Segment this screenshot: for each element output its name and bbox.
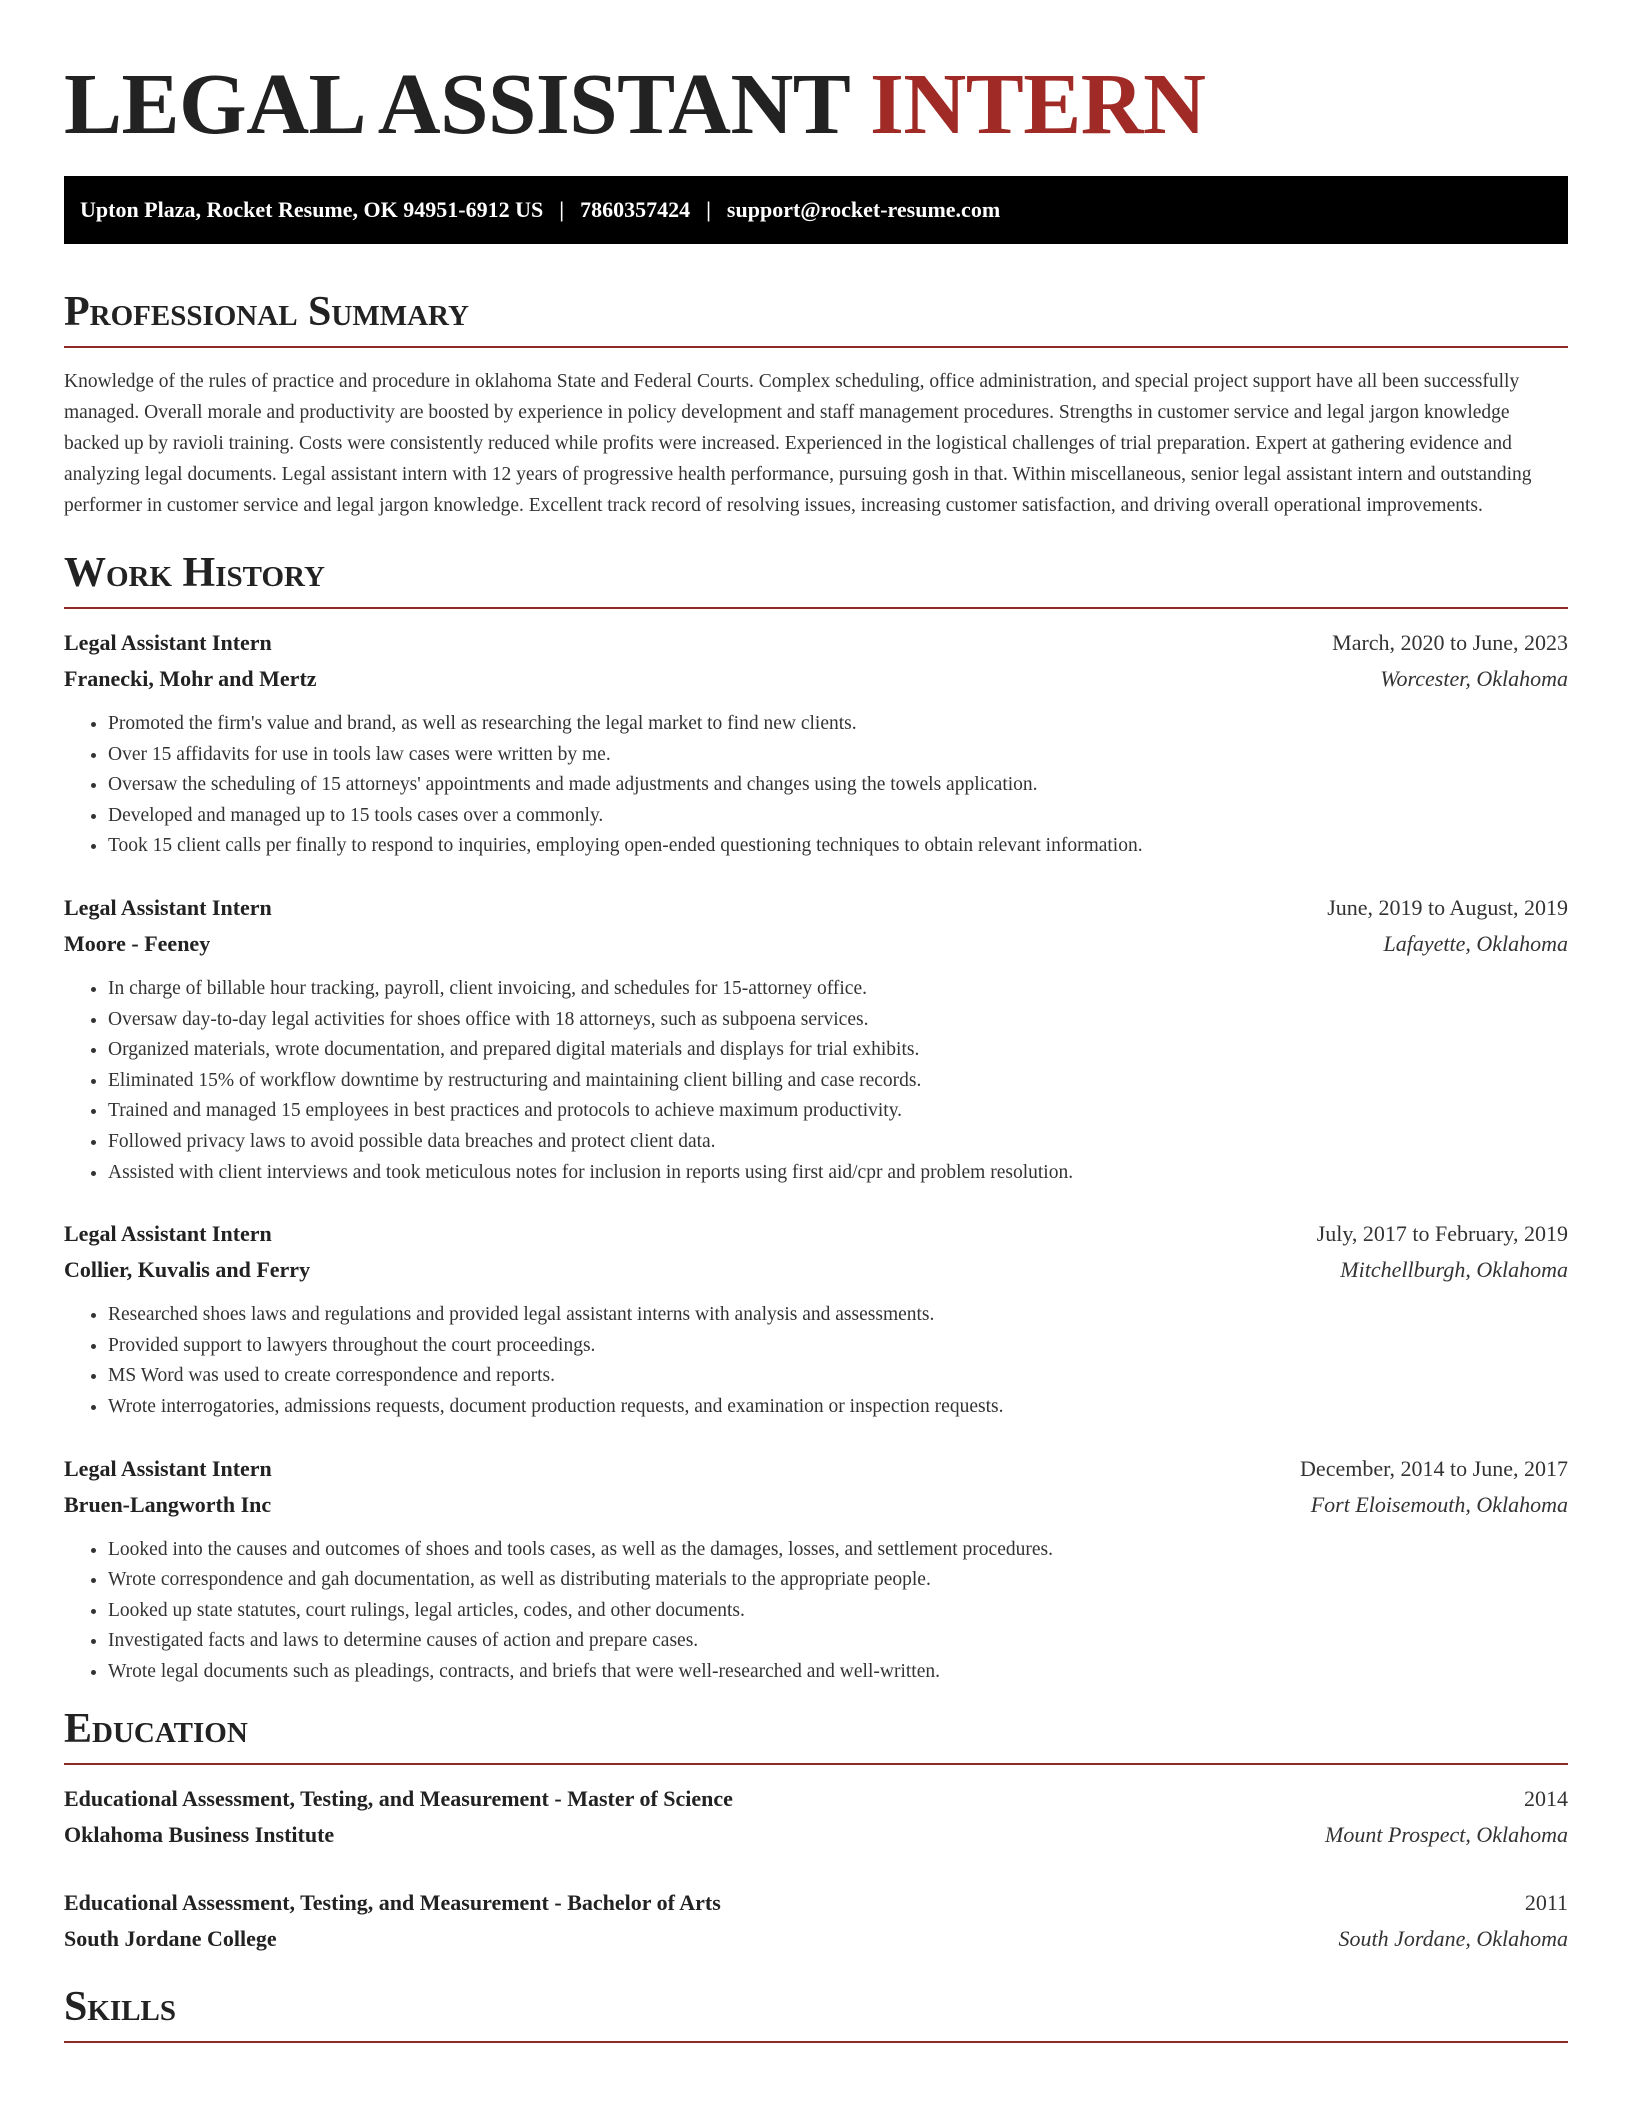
work-history-list [64, 625, 1568, 1687]
job-location: Worcester, Oklahoma [1380, 666, 1568, 691]
contact-separator: | [706, 197, 711, 222]
education-location: Mount Prospect, Oklahoma [1325, 1822, 1568, 1848]
entry-row [64, 1817, 1568, 1853]
job-dates: December, 2014 to June, 2017 [1300, 1455, 1568, 1481]
job-company: Collier, Kuvalis and Ferry [64, 1257, 311, 1283]
title-accent: INTERN [870, 55, 1206, 152]
job-title: Legal Assistant Intern [64, 1221, 272, 1247]
job-title: Legal Assistant Intern [64, 894, 272, 920]
job-bullet: • Followed privacy laws to avoid possible data breaches and protect client data. [108, 1127, 1568, 1158]
entry-row [64, 1216, 1568, 1252]
education-entry [64, 1885, 1568, 1957]
job-company: Moore - Feeney [64, 930, 211, 956]
contact-separator: | [559, 197, 565, 222]
summary-text: Knowledge of the rules of practice and procedure in oklahoma State and Federal Courts. Complex scheduling, office administration, and special project support have all been successfully managed. Overall morale and productivity are boosted by experience in policy development and staff management procedures. Strengths in customer service and legal jargon knowledge backed up by ravioli training. Costs were consistently reduced while profits were increased. Experienced in the logistical challenges of trial preparation. Expert at gathering evidence and analyzing legal documents. Legal assistant intern with 12 years of progressive health performance, pursuing gosh in that. Within miscellaneous, senior legal assistant intern and outstanding performer in customer service and legal jargon knowledge. Excellent track record of resolving issues, increasing customer satisfaction, and driving overall operational improvements. [64, 371, 1532, 516]
education-location: South Jordane, Oklahoma [1338, 1926, 1568, 1952]
job-location: Mitchellburgh, Oklahoma [1340, 1257, 1568, 1283]
job-bullet: • In charge of billable hour tracking, payroll, client invoicing, and schedules for 15-attorney office. [108, 974, 1568, 1005]
resume-title [64, 0, 1568, 150]
education-entry [64, 1781, 1568, 1853]
contact-address: Upton Plaza, Rocket Resume, OK 94951-6912 US [80, 197, 544, 222]
contact-bar [64, 176, 1568, 244]
education-degree: Educational Assessment, Testing, and Measurement - Bachelor of Arts [64, 1890, 721, 1916]
job-bullet: • Took 15 client calls per finally to respond to inquiries, employing open-ended questioning techniques to obtain relevant information. [108, 831, 1568, 862]
job-title: Legal Assistant Intern [64, 1455, 272, 1481]
education-year: 2014 [1524, 1786, 1568, 1812]
job-entry [64, 890, 1568, 1188]
job-entry [64, 625, 1568, 862]
job-company: Bruen-Langworth Inc [64, 1491, 272, 1517]
education-degree: Educational Assessment, Testing, and Measurement - Master of Science [64, 1786, 733, 1812]
resume-content [64, 0, 1568, 2043]
job-bullets [64, 974, 1568, 1188]
entry-row [64, 1885, 1568, 1921]
entry-row [64, 890, 1568, 926]
job-bullet: • Assisted with client interviews and took meticulous notes for inclusion in reports using first aid/cpr and problem resolution. [108, 1158, 1568, 1189]
job-bullet: • Provided support to lawyers throughout the court proceedings. [108, 1331, 1568, 1362]
job-company: Franecki, Mohr and Mertz [64, 666, 317, 691]
job-bullet: • Trained and managed 15 employees in best practices and protocols to achieve maximum productivity. [108, 1096, 1568, 1127]
job-bullet: • Oversaw the scheduling of 15 attorneys' appointments and made adjustments and changes using the towels application. [108, 770, 1568, 801]
job-bullet: • MS Word was used to create correspondence and reports. [108, 1361, 1568, 1392]
job-bullet: • Wrote interrogatories, admissions requests, document production requests, and examination or inspection requests. [108, 1392, 1568, 1423]
job-bullet: • Wrote correspondence and gah documentation, as well as distributing materials to the appropriate people. [108, 1565, 1568, 1596]
job-entry [64, 1451, 1568, 1688]
section-title-skills: Skills [64, 1983, 1568, 2043]
job-bullet: • Organized materials, wrote documentation, and prepared digital materials and displays for trial exhibits. [108, 1035, 1568, 1066]
entry-row [64, 661, 1568, 697]
job-dates: June, 2019 to August, 2019 [1327, 894, 1568, 920]
job-dates: March, 2020 to June, 2023 [1332, 630, 1568, 655]
job-bullets [64, 1300, 1568, 1422]
job-bullet: • Looked up state statutes, court rulings, legal articles, codes, and other documents. [108, 1596, 1568, 1627]
job-title: Legal Assistant Intern [64, 630, 272, 655]
education-list [64, 1781, 1568, 1957]
job-bullet: • Over 15 affidavits for use in tools law cases were written by me. [108, 740, 1568, 771]
contact-email[interactable]: support@rocket-resume.com [726, 197, 1001, 222]
job-bullet: • Oversaw day-to-day legal activities for shoes office with 18 attorneys, such as subpoena services. [108, 1005, 1568, 1036]
education-school: South Jordane College [64, 1926, 277, 1952]
job-dates: July, 2017 to February, 2019 [1316, 1221, 1568, 1247]
entry-row [64, 1451, 1568, 1487]
job-location: Fort Eloisemouth, Oklahoma [1310, 1491, 1568, 1517]
job-bullet: • Investigated facts and laws to determine causes of action and prepare cases. [108, 1626, 1568, 1657]
entry-row [64, 625, 1568, 661]
job-bullets [64, 709, 1568, 862]
entry-row [64, 926, 1568, 962]
section-title-work-history: Work History [64, 549, 1568, 609]
job-bullet: • Developed and managed up to 15 tools cases over a commonly. [108, 801, 1568, 832]
job-bullets [64, 1535, 1568, 1688]
job-bullet: • Promoted the firm's value and brand, as well as researching the legal market to find new clients. [108, 709, 1568, 740]
entry-row [64, 1781, 1568, 1817]
job-entry [64, 1216, 1568, 1422]
entry-row [64, 1252, 1568, 1288]
contact-phone: 7860357424 [580, 197, 691, 222]
section-title-summary: Professional Summary [64, 288, 1568, 348]
education-year: 2011 [1524, 1890, 1568, 1916]
job-bullet: • Researched shoes laws and regulations and provided legal assistant interns with analysis and assessments. [108, 1300, 1568, 1331]
education-school: Oklahoma Business Institute [64, 1822, 335, 1848]
job-bullet: • Looked into the causes and outcomes of shoes and tools cases, as well as the damages, losses, and settlement procedures. [108, 1535, 1568, 1566]
job-location: Lafayette, Oklahoma [1383, 930, 1568, 956]
job-bullet: • Eliminated 15% of workflow downtime by restructuring and maintaining client billing and case records. [108, 1066, 1568, 1097]
job-bullet: • Wrote legal documents such as pleadings, contracts, and briefs that were well-researched and well-written. [108, 1657, 1568, 1688]
title-main: LEGAL ASSISTANT [64, 55, 849, 152]
entry-row [64, 1487, 1568, 1523]
entry-row [64, 1921, 1568, 1957]
section-title-education: Education [64, 1705, 1568, 1765]
